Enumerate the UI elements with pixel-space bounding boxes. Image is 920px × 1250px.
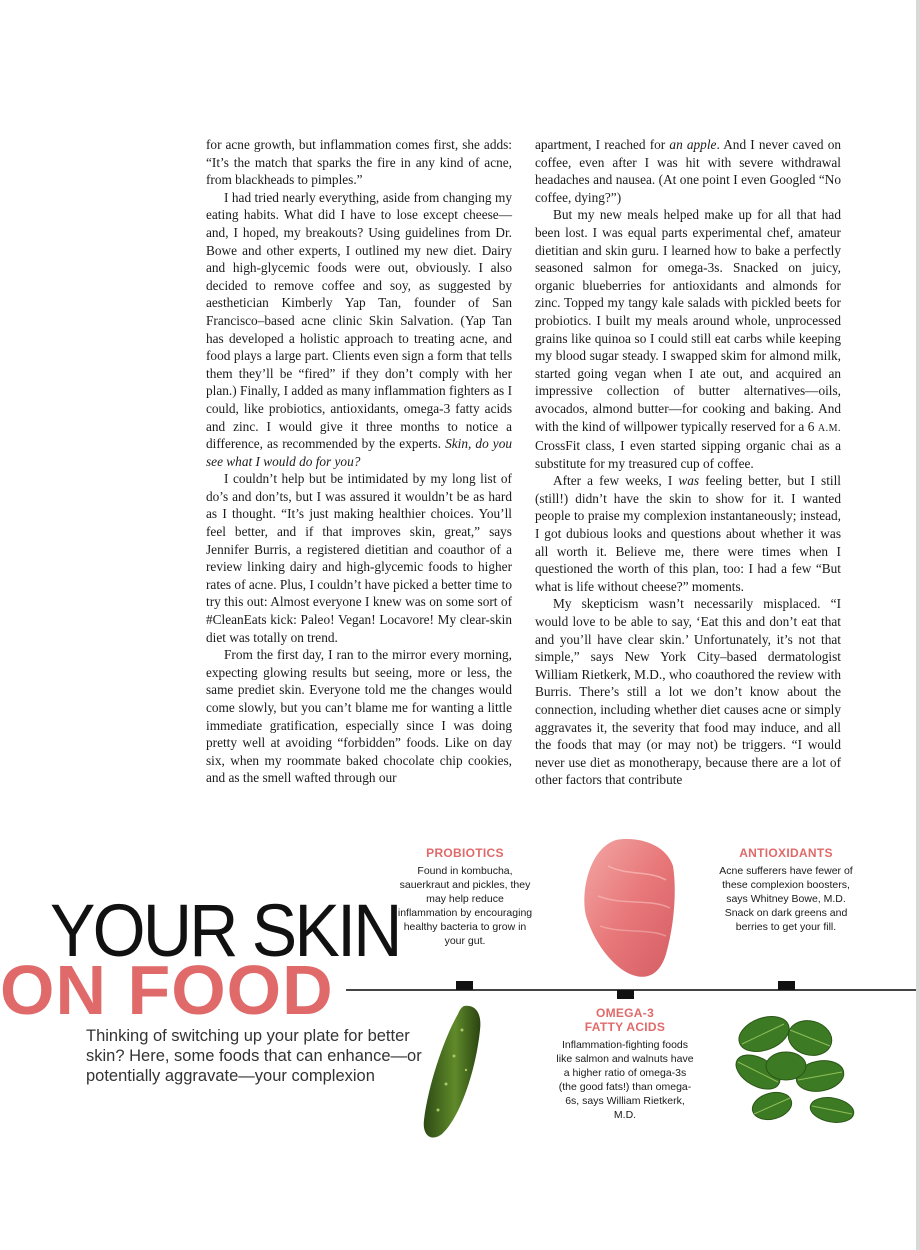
timeline-tick [456,981,473,990]
italic-text: was [678,473,700,489]
item-title: ANTIOXIDANTS [739,846,833,860]
item-body: Found in kombucha, sauerkraut and pickles, they may help reduce inflammation by encouraging healthy bacteria to grow in your gut. [397,865,533,947]
item-body: Inflammation-fighting foods like salmon and walnuts have a higher ratio of omega-3s (the good fats!) than omega-6s, says William Rietkerk, M.D. [556,1039,694,1121]
paragraph: I couldn’t help but be intimidated by my long list of do’s and don’ts, but I was assured it wouldn’t be as hard as I thought. “It’s just making healthier choices. You’ll feel better, and if that improves skin, great,” says Jennifer Burris, a registered dietitian and coauthor of a review linking dairy and high-glycemic foods to higher rates of acne. Plus, I couldn’t have picked a better time to try this out: Almost everyone I knew was on some sort of #CleanEats kick: Paleo! Vegan! Locavore! My clear-skin diet was totally on trend. [206,471,512,645]
feature-deck: Thinking of switching up your plate for better skin? Here, some foods that can enhance—or potentially aggravate—your complexion [86,1027,422,1085]
paragraph: for acne growth, but inflammation comes first, she adds: “It’s the match that sparks the fire in any kind of acne, from blackheads to pimples.” [206,137,512,188]
page-edge [916,0,920,1250]
food-item-probiotics [395,846,535,948]
paragraph: My skepticism wasn’t necessarily misplaced. “I would love to be able to say, ‘Eat this and don’t eat that and you’ll have clear skin.’ Unfortunately, it’s not that simple,” says New York City–based dermatologist William Rietkerk, M.D., who coauthored the review with Burris. There’s still a lot we don’t know about the connection, including whether diet causes acne or simply aggravates it, the severity that food may induce, and all the foods that may (or may not) be triggers. “I would never use diet as monotherapy, because there are a lot of other factors that contribute [535,596,841,788]
article-column-right [535,136,841,789]
article-column-left [206,136,512,787]
paragraph: From the first day, I ran to the mirror every morning, expecting glowing results but seeing, more or less, the same prediet skin. Everyone told me the changes would come slowly, but you can’t blame me for wanting a little immediate gratification, especially since I was doing pretty well at avoiding “forbidden” foods. Like on day six, when my roommate baked chocolate chip cookies, and as the smell wafted through our [206,647,512,786]
timeline-tick [617,990,634,999]
tuna-steak-image [578,836,678,981]
timeline-tick [778,981,795,990]
paragraph: I had tried nearly everything, aside from changing my eating habits. What did I have to lose except cheese—and, I hoped, my breakouts? Using guidelines from Dr. Bowe and other experts, I outlined my new diet. Dairy and high-glycemic foods were out, obviously. I also decided to remove coffee and soy, as suggested by aesthetician Kimberly Yap Tan, founder of San Francisco–based acne clinic Skin Salvation. (Yap Tan has developed a holistic approach to treating acne, and food plays a large part. Clients even sign a form that tells them they’ll be “fired” if they don’t comply with her plan.) Finally, I added as many inflammation fighters as I could, like probiotics, antioxidants, omega-3 fatty acids and zinc. I would give it three months to notice a difference, as recommended by the experts. Skin, do you see what I would do for you? [206,189,512,469]
small-caps-text: A.M. [817,422,842,434]
item-title: PROBIOTICS [426,846,504,860]
feature-headline-line2: ON FOOD [0,951,334,1029]
paragraph: But my new meals helped make up for all that had been lost. I was equal parts experimental chef, amateur dietitian and skin guru. I learned how to bake a perfectly seasoned salmon for omega-3s. Snacked on juicy, organic blueberries for antioxidants and almonds for zinc. Topped my tangy kale salads with pickled beets for probiotics. I built my meals around whole, unprocessed grains like quinoa so I could still eat carbs while keeping my blood sugar steady. I swapped skim for almond milk, started going vegan when I ate out, and acquired an impressive collection of butter alternatives—oils, avocados, almond butter—for cooking and baking. And with the kind of willpower typically reserved for a 6 A.M. CrossFit class, I even started sipping organic chai as a substitute for my treasured cup of coffee. [535,207,842,471]
food-item-antioxidants [716,846,856,934]
feature-headline-line1: YOUR SKIN [50,889,400,972]
paragraph: apartment, I reached for an apple. And I never caved on coffee, even after I was hit with severe withdrawal headaches and nausea. (At one point I even Googled “No coffee, dying?”) [535,137,841,205]
italic-text: an apple [669,137,717,152]
item-body: Acne sufferers have fewer of these complexion boosters, says Whitney Bowe, M.D. Snack on dark greens and berries to get your fill. [719,865,853,933]
cucumber-image [418,1000,488,1140]
paragraph: After a few weeks, I was feeling better, but I still (still!) didn’t have the skin to show for it. I wanted people to praise my complexion instantaneously; instead, I got dubious looks and questions about whether it was all worth it. Believe me, there were times when I questioned the worth of this plan, too: I had a few “But what is life without cheese?” moments. [535,473,841,594]
item-title: OMEGA-3 FATTY ACIDS [584,1006,666,1034]
italic-text: Skin, do you see what I would do for you? [206,436,512,469]
food-item-omega3 [555,1006,695,1122]
spinach-image [728,1010,868,1128]
